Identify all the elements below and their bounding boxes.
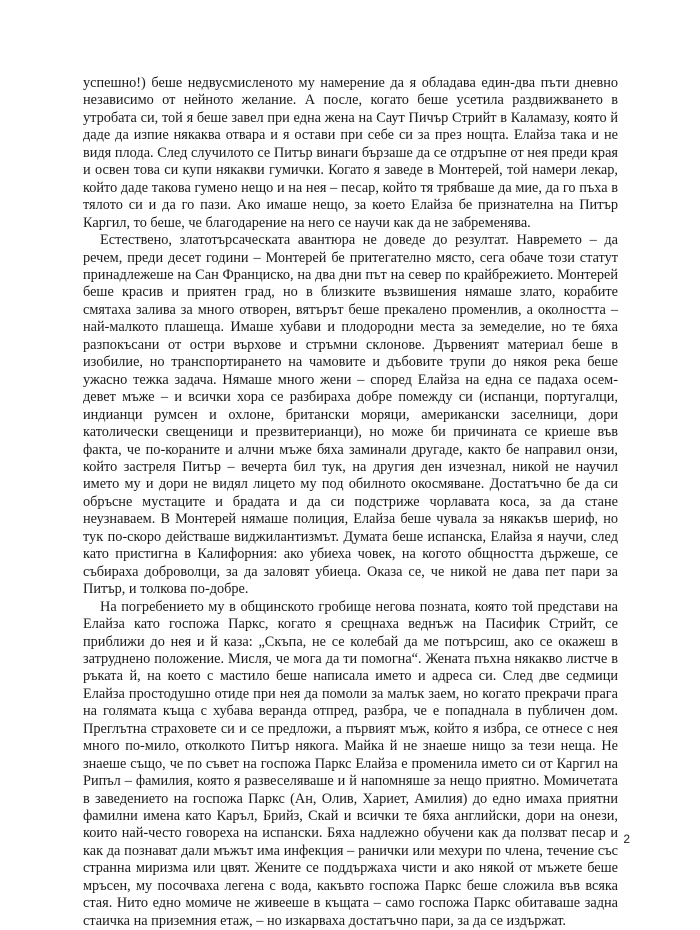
- page-number: 2: [623, 832, 630, 846]
- paragraph-continued: успешно!) беше недвусмисленото му намерение да я обладава един-два пъти дневно независимо от нейното желание. А после, когато беше усетила раздвижването в утробата си, той я беше завел при една жена на Саут Пичър Стрийт в Каламазу, която й даде да изпие някаква отвара и я остави при себе си за през нощта. Елайза така и не видя плода. След случилото се Питър винаги бързаше да се отдръпне от нея преди края и освен това си купи някакви гумички. Когато я заведе в Монтерей, той намери лекар, който даде такова гумено нещо и на нея – песар, който тя трябваше да мие, да го пъха в тялото си и да го пази. Ако имаше нещо, за което Елайза бе признателна на Питър Каргил, то беше, че благодарение на него се научи как да не забременява.: [83, 75, 618, 231]
- paragraph: Естествено, златотърсаческата авантюра не доведе до резултат. Навремето – да речем, преди десет години – Монтерей бе притегателно място, сега обаче този статут принадлежеше на Сан Франциско, на два дни път на север по крайбрежието. Монтерей беше красив и приятен град, но в близките възвишения нямаше злато, корабите смятаха залива за много отворен, вятърът беше прекалено променлив, а околността – най-малкото плашеща. Имаше хубави и плодородни места за земеделие, но те бяха разпокъсани от остри върхове и стръмни склонове. Дървеният материал беше в изобилие, но транспортирането на чамовите и дъбовите трупи до някоя река беше ужасно тежка задача. Нямаше много жени – според Елайза на една се падаха осем-девет мъже – и всички хора се разбираха добре помежду си (испанци, португалци, индианци румсен и охлоне, британски моряци, американски заселници, дори католически свещеници и презвитерианци), но може би причината се криеше във факта, че по-кораните и алчни мъже бяха заминали другаде, както бе направил онзи, който застреля Питър – вечерта бил тук, на другия ден изчезнал, никой не научил името му и дори не видял лицето му под обилното окосмяване. Достатъчно бе да си обръсне мустаците и брадата и да си подстриже чорлавата коса, за да стане неузнаваем. В Монтерей нямаше полиция, Елайза беше чувала за някакъв шериф, но тук по-скоро действаше виджилантизмът. Думата беше испанска, Елайза я научи, след като пристигна в Калифорния: ако убиеха човек, на когото общността държеше, се събираха доброволци, за да заловят убиеца. Оказа се, че никой не дава пет пари за Питър, и толкова по-добре.: [83, 232, 618, 598]
- paragraph: На погребението му в общинското гробище негова позната, която той представи на Елайза като госпожа Паркс, когато я срещнаха веднъж на Пасифик Стрийт, се приближи до нея и й каза: „Скъпа, не се колебай да ме потърсиш, ако се окажеш в затруднено положение. Мисля, че мога да ти помогна“. Жената пъхна някакво листче в ръката й, на което с мастило беше написала името и адреса си. След две седмици Елайза простодушно отиде при нея да помоли за малък заем, но когато прекрачи прага на голямата къща с хубава веранда отпред, разбра, че е попаднала в публичен дом. Преглътна страховете си и се предложи, а първият мъж, който я избра, се отнесе с нея много по-мило, отколкото Питър някога. Майка й не знаеше нищо за тези неща. Не знаеше също, че по съвет на госпожа Паркс Елайза е променила името си от Каргил на Рипъл – фамилия, която я развеселяваше и й напомняше за нещо приятно. Момичетата в заведението на госпожа Паркс (Ан, Олив, Хариет, Амилия) до едно имаха приятни фамилни имена като Каръл, Брийз, Скай и всички те бяха английски, дори на онези, които най-често говореха на испански. Бяха надлежно обучени как да ползват песар и как да познават дали мъжът има инфекция – ранички или мехури по члена, течение със странна миризма или цвят. Жените се поддържаха чисти и ако някой от мъжете беше мръсен, му посочваха легена с вода, какъвто госпожа Паркс беше сложила във всяка стая. Нито едно момиче не живееше в къщата – само госпожа Паркс обитаваше задна стаичка на приземния етаж, – но изкарваха достатъчно пари, за да се издържат.: [83, 598, 618, 929]
- body-text: [83, 75, 618, 930]
